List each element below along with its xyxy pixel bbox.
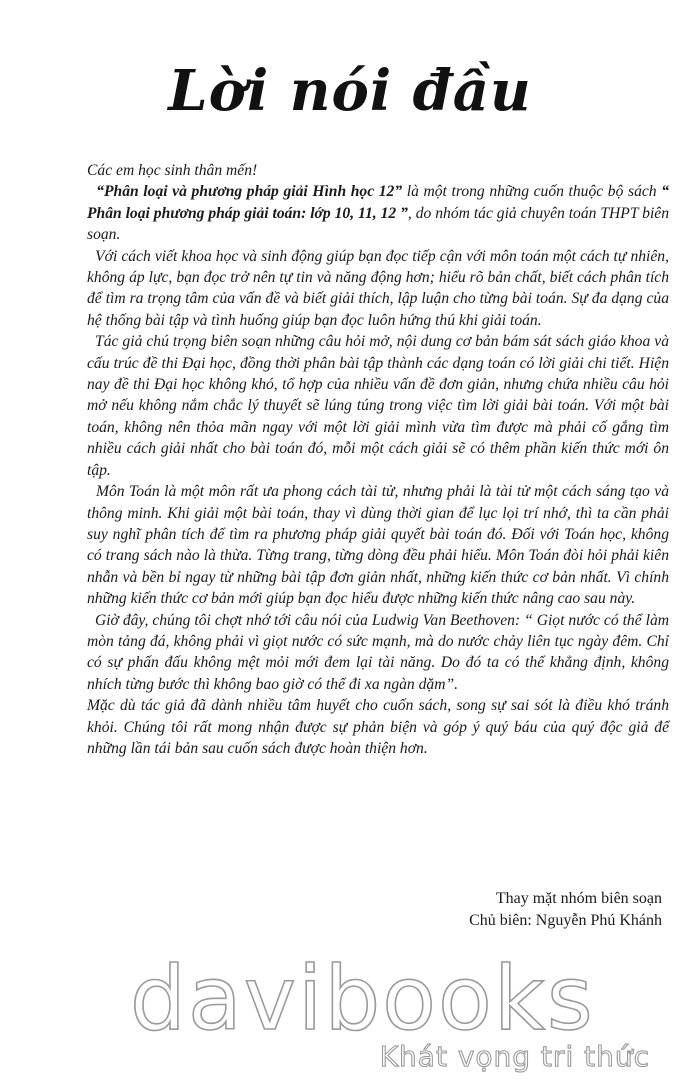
series-title: “ Phân loại phương pháp giải toán: lớp 10, 11, 12 ”	[87, 183, 670, 222]
book-title: “Phân loại và phương pháp giải Hình học 12”	[96, 183, 403, 201]
greeting: Các em học sinh thân mến!	[87, 162, 258, 179]
watermark-tagline: Khát vọng tri thức	[379, 1040, 650, 1073]
signature-editor: Chủ biên: Nguyễn Phú Khánh	[469, 912, 662, 929]
paragraph-author-focus: Tác giả chú trọng biên soạn những câu hỏi mở, nội dung cơ bản bám sát sách giáo khoa và cấu trúc đề thi Đại học, đồng thời phân bài tập thành các dạng toán có lời giải chi tiết. Hiện nay đề thi Đại học không khó, tổ hợp của nhiều vấn đề đơn giản, nhưng chứa nhiều câu hỏi mở nếu không nắm chắc lý thuyết sẽ lúng túng trong việc tìm lời giải bài toán. Với một bài toán, không nên thỏa mãn ngay với một lời giải mình vừa tìm được mà phải cố gắng tìm nhiều cách giải nhất cho bài toán đó, mỗi một cách giải sẽ có thêm phần kiến thức mới ôn tập.	[87, 333, 669, 479]
watermark-brand: davibooks	[130, 947, 595, 1050]
paragraph-intro	[87, 181, 669, 245]
page-title: Lời nói đầu	[168, 58, 532, 124]
intro-mid: là một trong những cuốn thuộc bộ sách	[402, 183, 662, 201]
intro-end: , do nhóm tác giả chuyên toán THPT biên soạn.	[87, 204, 669, 244]
paragraph-approach: Với cách viết khoa học và sinh động giúp bạn đọc tiếp cận với môn toán một cách tự nhiên, không áp lực, bạn đọc trở nên tự tin và năng động hơn; hiểu rõ bản chất, biết cách phân tích để tìm ra trọng tâm của vấn đề và biết giải thích, lập luận cho từng bài toán. Sự đa dạng của hệ thống bài tập và tình huống giúp bạn đọc luôn hứng thú khi giải toán.	[87, 247, 670, 329]
preface-body	[87, 160, 669, 759]
paragraph-closing: Mặc dù tác giả đã dành nhiều tâm huyết cho cuốn sách, song sự sai sót là điều khó tránh khỏi. Chúng tôi rất mong nhận được sự phản biện và góp ý quý báu của quý độc giả để những lần tái bản sau cuốn sách được hoàn thiện hơn.	[87, 697, 669, 757]
paragraph-math-style: Môn Toán là một môn rất ưa phong cách tài tử, nhưng phải là tài tử một cách sáng tạo và thông minh. Khi giải một bài toán, thay vì dùng thời gian để lục lọi trí nhớ, thì ta cần phải suy nghĩ phân tích để tìm ra phương pháp giải quyết bài toán đó. Đối với Toán học, không có trang sách nào là thừa. Từng trang, từng dòng đều phải hiểu. Môn Toán đòi hỏi phải kiên nhẫn và bền bỉ ngay từ những bài tập đơn giản nhất, những kiến thức cơ bản nhất. Vì chính những kiến thức cơ bản mới giúp bạn đọc hiểu được những kiến thức nâng cao sau này.	[87, 483, 670, 608]
signature-group: Thay mặt nhóm biên soạn	[495, 890, 662, 907]
paragraph-beethoven-quote: Giờ đây, chúng tôi chợt nhớ tới câu nói của Ludwig Van Beethoven: “ Giọt nước có thể làm mòn tảng đá, không phải vì giọt nước có sức mạnh, mà do nước chảy liên tục ngày đêm. Chỉ có sự phấn đấu không mệt mỏi mới đem lại tài năng. Do đó ta có thể khẳng định, không nhích từng bước thì không bao giờ có thể đi xa ngàn dặm”.	[87, 611, 670, 693]
